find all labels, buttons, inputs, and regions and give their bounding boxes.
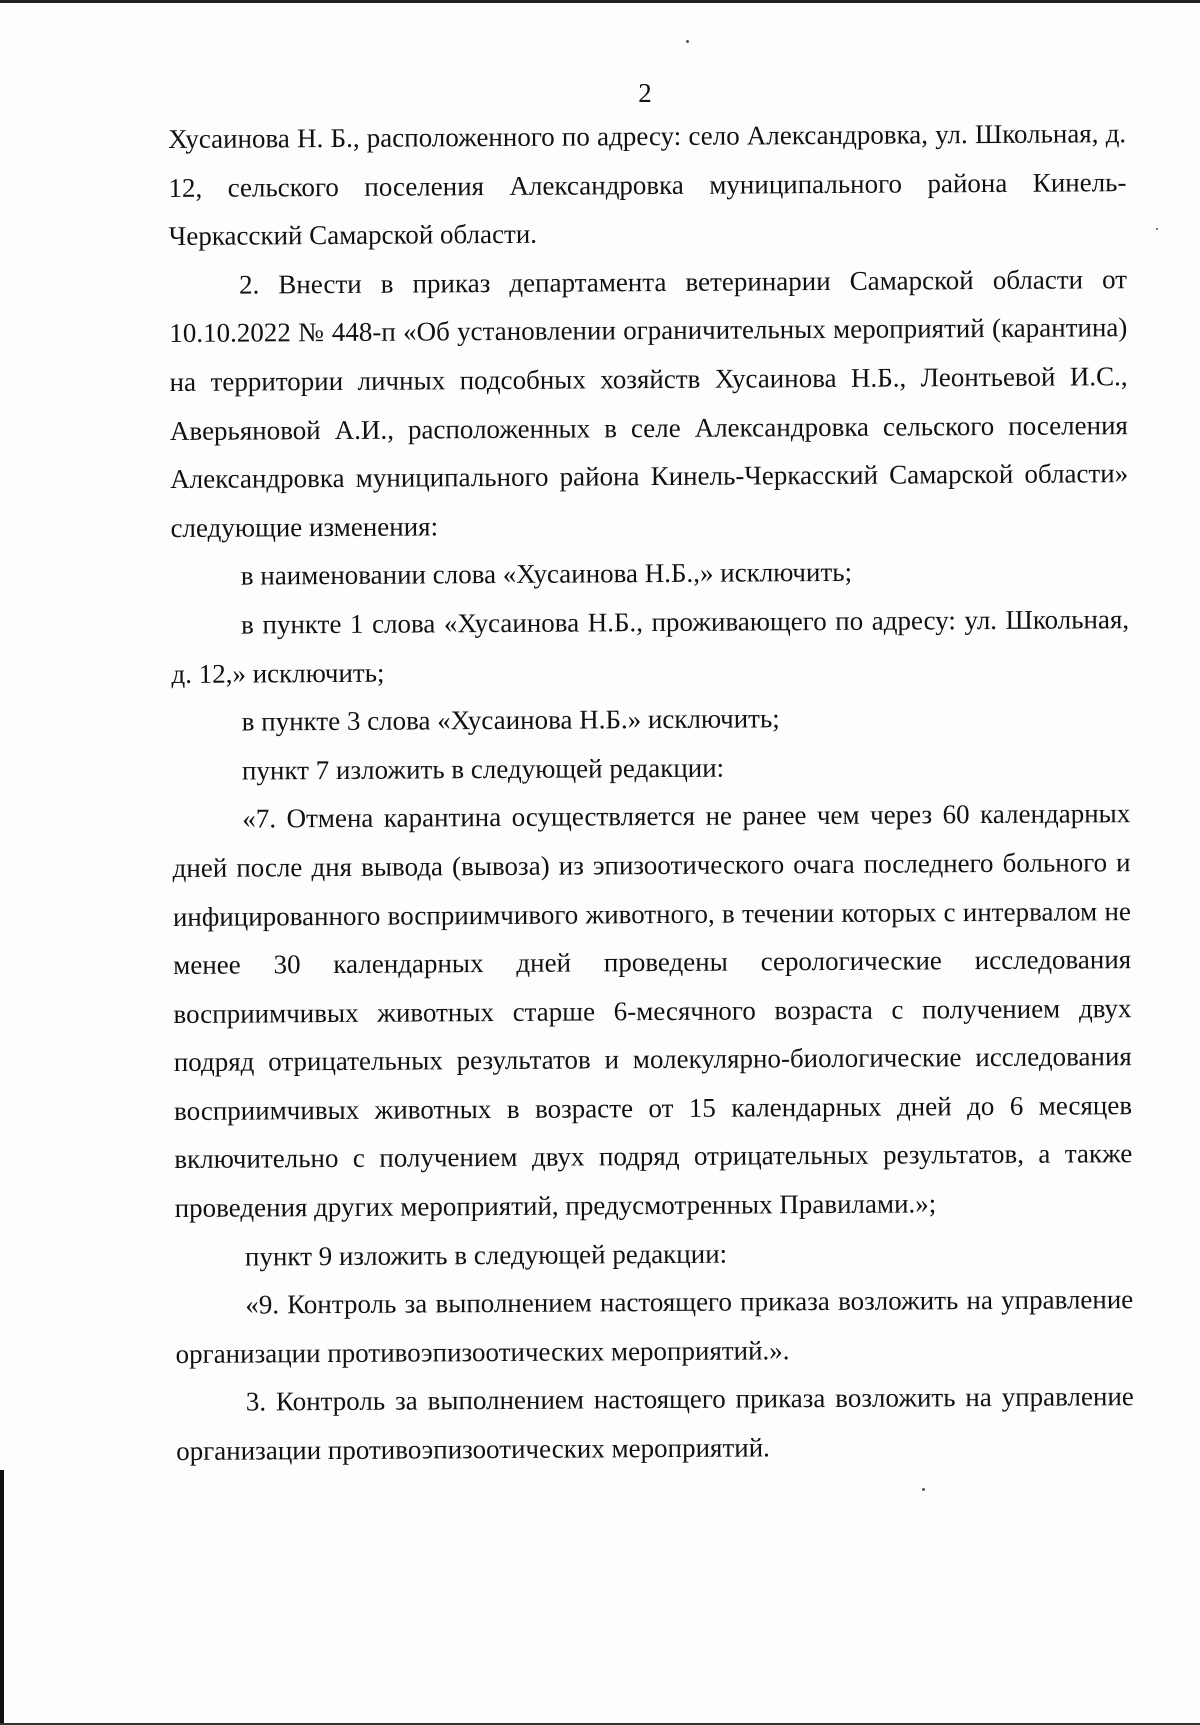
page-number: 2	[638, 78, 652, 108]
paragraph-point-9-text: «9. Контроль за выполнением настоящего приказа возложить на управление организации противоэпизоотических мероприятий.».	[175, 1284, 1134, 1369]
paragraph-item-2: 2. Внести в приказ департамента ветеринарии Самарской области от 10.10.2022 № 448-п «Об установлении ограничительных мероприятий (карантина) на территории личных подсобных хозяйств Хусаинова Н.Б., Леонтьевой И.С., Аверьяновой А.И., расположенных в селе Александровка сельского поселения Александровка муниципального района Кинель-Черкасский Самарской области» следующие изменения:	[169, 263, 1129, 543]
scan-speck	[922, 1488, 925, 1491]
scan-left-edge	[0, 1470, 4, 1725]
paragraph-amendment-point-3: в пункте 3 слова «Хусаинова Н.Б.» исключить;	[241, 703, 780, 737]
paragraph-point-7-intro: пункт 7 изложить в следующей редакции:	[241, 752, 725, 786]
document-body	[168, 109, 1134, 1475]
paragraph-continuation: Хусаинова Н. Б., расположенного по адресу: село Александровка, ул. Школьная, д. 12, сельского поселения Александровка муниципального района Кинель-Черкасский Самарской области.	[168, 118, 1127, 252]
paragraph-item-3: 3. Контроль за выполнением настоящего приказа возложить на управление организации противоэпизоотических мероприятий.	[176, 1381, 1134, 1467]
paragraph-amendment-point-1: в пункте 1 слова «Хусаинова Н.Б., проживающего по адресу: ул. Школьная, д. 12,» исключить;	[171, 604, 1130, 689]
paragraph-point-7-text: «7. Отмена карантина осуществляется не ранее чем через 60 календарных дней после дня вывода (вывоза) из эпизоотического очага последнего больного и инфицированного восприимчивого животного, в течении которых с интервалом не менее 30 календарных дней проведены серологические исследования восприимчивых животных старше 6-месячного возраста с получением двух подряд отрицательных результатов и молекулярно-биологические исследования восприимчивых животных в возрасте от 15 календарных дней до 6 месяцев включительно с получением двух подряд отрицательных результатов, а также проведения других мероприятий, предусмотренных Правилами.»;	[172, 798, 1133, 1224]
paragraph-amendment-title: в наименовании слова «Хусаинова Н.Б.,» исключить;	[240, 557, 853, 591]
scan-speck	[686, 40, 689, 43]
scan-speck	[1156, 228, 1158, 230]
scan-top-edge	[0, 0, 1200, 3]
paragraph-point-9-intro: пункт 9 изложить в следующей редакции:	[244, 1238, 728, 1272]
